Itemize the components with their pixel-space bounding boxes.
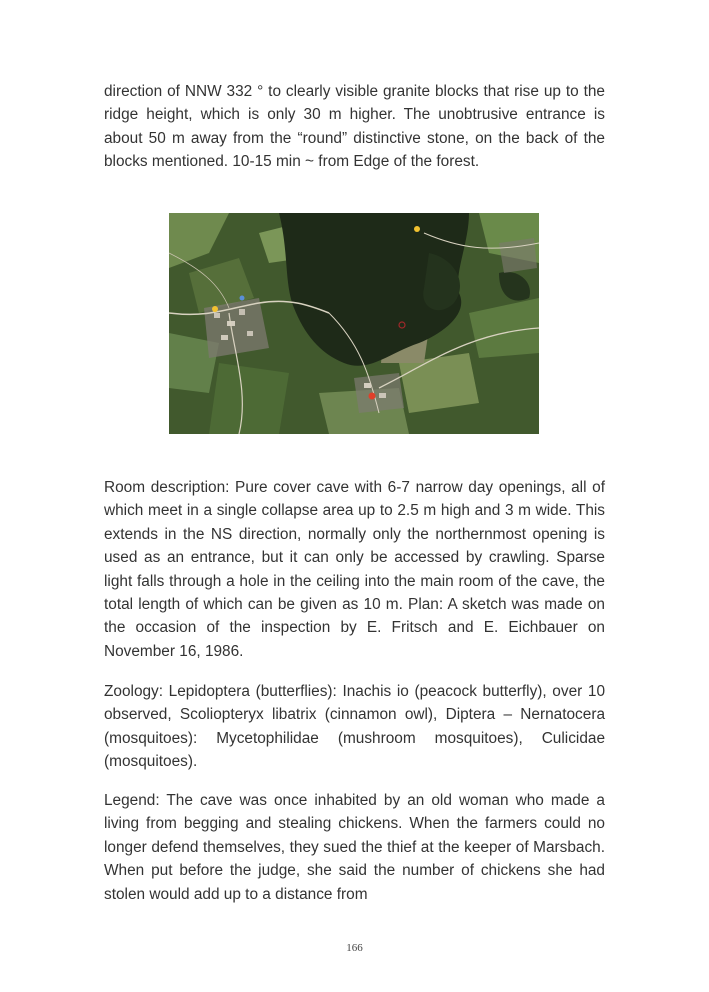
map-field-patch [209,363,289,434]
map-building [379,393,386,398]
map-marker-red-icon [369,393,376,400]
page-number: 166 [346,942,363,954]
map-building [221,335,228,340]
paragraph-room-description: Room description: Pure cover cave with 6-7 narrow day openings, all of which meet in a single collapse area up to 2.5 m high and 3 m wide. This extends in the NS direction, normally only the northernmost opening is used as an entrance, but it can only be accessed by crawling. Sparse light falls through a hole in the ceiling into the main room of the cave, the total length of which can be given as 10 m. Plan: A sketch was made on the occasion of the inspection by E. Fritsch and E. Eichbauer on November 16, 1986. [104,479,605,660]
map-marker-yellow-icon [414,226,420,232]
map-building [214,313,220,318]
map-marker-blue-icon [240,296,245,301]
satellite-map-image [169,213,539,434]
map-building [239,309,245,315]
paragraph-legend: Legend: The cave was once inhabited by an old woman who made a living from begging and stealing chickens. When the farmers could no longer defend themselves, they sued the thief at the keeper of Marsbach. When put before the judge, she said the number of chickens she had stolen would add up to a distance from [104,792,605,903]
paragraph-approach-directions: direction of NNW 332 ° to clearly visible granite blocks that rise up to the ridge height, which is only 30 m higher. The unobtrusive entrance is about 50 m away from the “round” distinctive stone, on the back of the blocks mentioned. 10-15 min ~ from Edge of the forest. [104,83,605,171]
map-building [247,331,253,336]
map-marker-yellow-icon [212,306,218,312]
satellite-map-graphic [169,213,539,434]
paragraph-zoology: Zoology: Lepidoptera (butterflies): Inachis io (peacock butterfly), over 10 observed, Scoliopteryx libatrix (cinnamon owl), Diptera – Nernatocera (mosquitoes): Mycetophilidae (mushroom mosquitoes), Culicidae (mosquitoes). [104,683,605,771]
map-building [364,383,371,388]
map-village [499,238,537,273]
